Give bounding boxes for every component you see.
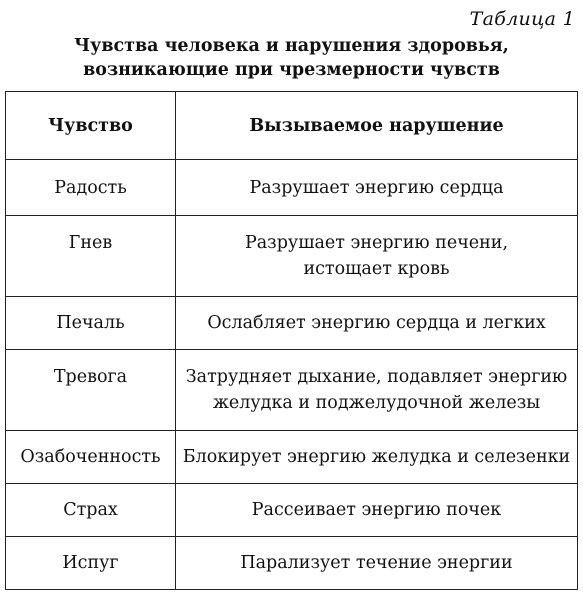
disorder-cell [176, 537, 578, 590]
disorder-line: Затрудняет дыхание, подавляет энергию [185, 367, 568, 387]
disorder-line: Блокирует энергию желудка и селезенки [182, 447, 571, 467]
disorder-line: Парализует течение энергии [240, 553, 513, 573]
disorder-cell [176, 160, 578, 216]
table-caption [0, 34, 583, 82]
feeling-cell: Испуг [6, 537, 176, 590]
disorder-line: Разрушает энергию сердца [249, 177, 504, 198]
table-row [6, 160, 578, 216]
disorder-cell [176, 431, 578, 484]
table-row [6, 484, 578, 537]
disorder-line: Разрушает энергию печени, [244, 233, 509, 253]
feelings-table [5, 91, 578, 590]
feeling-cell: Озабоченность [6, 431, 176, 484]
feeling-cell: Радость [6, 160, 176, 216]
table-row [6, 297, 578, 350]
header-feeling: Чувство [6, 92, 176, 160]
disorder-line: истощает кровь [303, 259, 450, 279]
caption-line-2: возникающие при чрезмерности чувств [83, 60, 500, 80]
disorder-line: желудка и поджелудочной железы [212, 393, 541, 413]
feeling-cell: Гнев [6, 216, 176, 297]
table-row [6, 350, 578, 431]
caption-line-1: Чувства человека и нарушения здоровья, [74, 36, 509, 56]
feeling-cell: Печаль [6, 297, 176, 350]
table-row [6, 216, 578, 297]
table-row [6, 537, 578, 590]
feeling-cell: Страх [6, 484, 176, 537]
header-disorder: Вызываемое нарушение [176, 92, 578, 160]
disorder-cell [176, 297, 578, 350]
disorder-line: Ослабляет энергию сердца и легких [207, 313, 546, 333]
disorder-cell [176, 350, 578, 431]
table-row [6, 431, 578, 484]
feeling-cell: Тревога [6, 350, 176, 431]
disorder-cell [176, 484, 578, 537]
header-row [6, 92, 578, 160]
disorder-line: Рассеивает энергию почек [251, 500, 502, 520]
disorder-cell [176, 216, 578, 297]
table-number: Таблица 1 [469, 8, 575, 30]
